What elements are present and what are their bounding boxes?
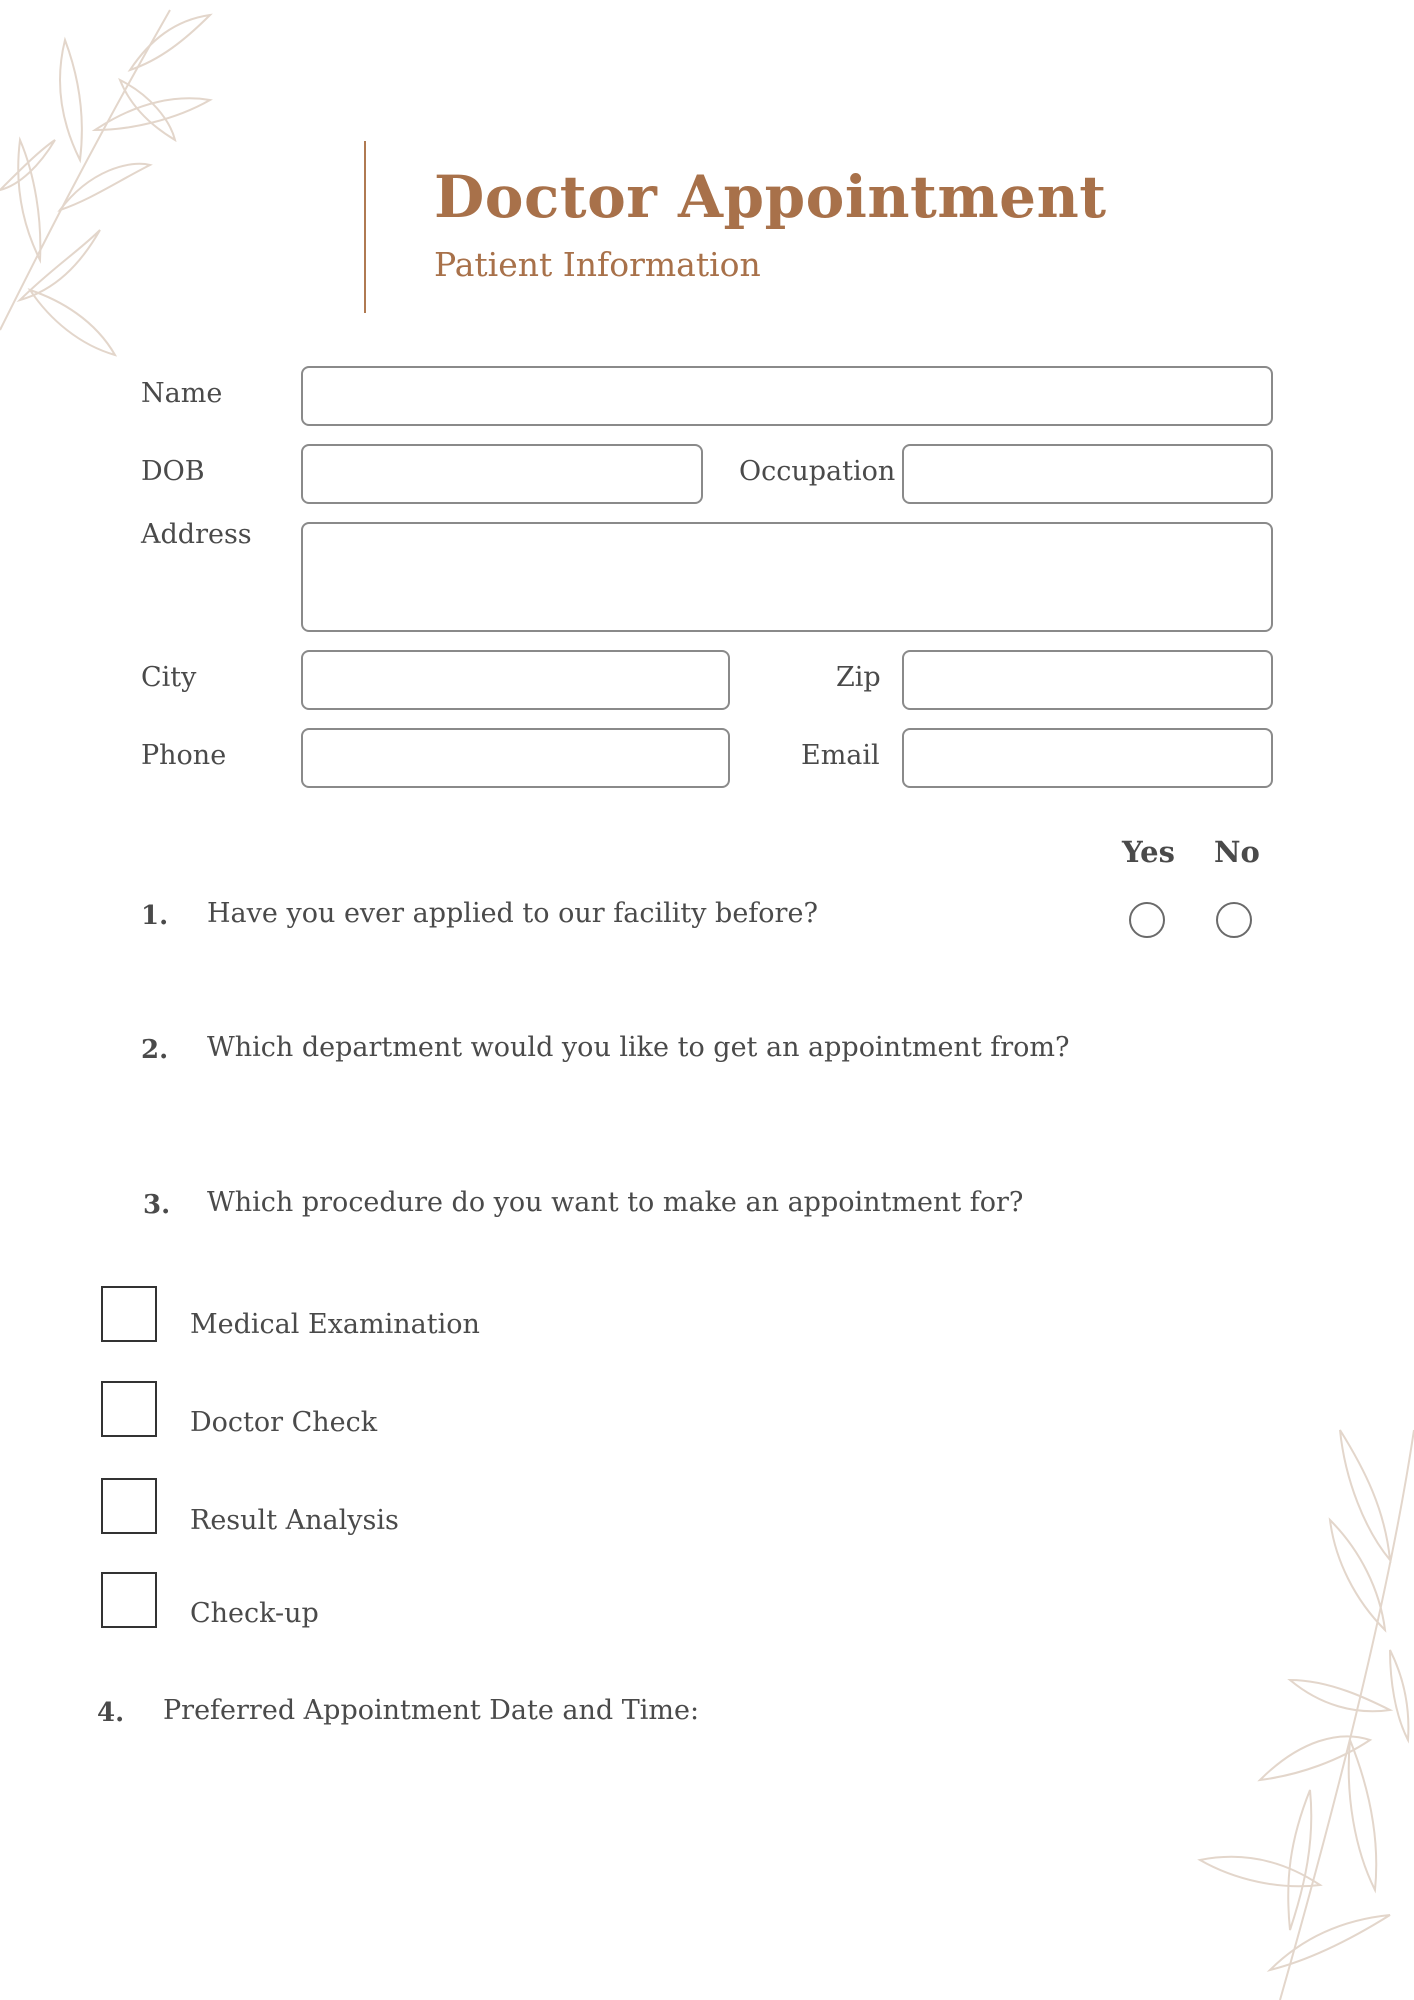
page-subtitle: Patient Information [434, 245, 761, 284]
phone-field[interactable] [301, 728, 730, 788]
name-label: Name [141, 378, 223, 409]
procedure-label-check-up: Check-up [190, 1598, 319, 1629]
dob-label: DOB [141, 456, 205, 487]
question-1-number: 1. [141, 901, 169, 931]
zip-field[interactable] [902, 650, 1273, 710]
question-3-text: Which procedure do you want to make an appointment for? [207, 1187, 1024, 1218]
procedure-label-medical-examination: Medical Examination [190, 1309, 480, 1340]
procedure-label-result-analysis: Result Analysis [190, 1505, 399, 1536]
phone-label: Phone [141, 740, 227, 771]
city-label: City [141, 662, 197, 693]
procedure-checkbox-check-up[interactable] [101, 1572, 157, 1628]
question-1-text: Have you ever applied to our facility before? [207, 898, 818, 929]
dob-field[interactable] [301, 444, 703, 504]
leaf-decoration-bottom-right [1190, 1410, 1414, 2000]
email-label: Email [801, 740, 880, 771]
yes-header: Yes [1122, 835, 1175, 869]
question-1-yes-radio[interactable] [1129, 902, 1165, 938]
occupation-label: Occupation [739, 456, 896, 487]
question-4-text: Preferred Appointment Date and Time: [163, 1695, 700, 1726]
procedure-checkbox-result-analysis[interactable] [101, 1478, 157, 1534]
city-field[interactable] [301, 650, 730, 710]
procedure-checkbox-medical-examination[interactable] [101, 1286, 157, 1342]
email-field[interactable] [902, 728, 1273, 788]
occupation-field[interactable] [902, 444, 1273, 504]
address-field[interactable] [301, 522, 1273, 632]
procedure-label-doctor-check: Doctor Check [190, 1407, 378, 1438]
page-title: Doctor Appointment [434, 163, 1107, 231]
question-2-text: Which department would you like to get an appointment from? [207, 1032, 1070, 1063]
procedure-checkbox-doctor-check[interactable] [101, 1381, 157, 1437]
question-1-no-radio[interactable] [1216, 902, 1252, 938]
zip-label: Zip [836, 662, 881, 693]
address-label: Address [141, 519, 252, 550]
title-divider [364, 141, 366, 313]
question-2-number: 2. [141, 1035, 169, 1065]
name-field[interactable] [301, 366, 1273, 426]
no-header: No [1214, 835, 1260, 869]
question-3-number: 3. [143, 1190, 171, 1220]
question-4-number: 4. [97, 1698, 125, 1728]
leaf-decoration-top-left [0, 0, 230, 360]
